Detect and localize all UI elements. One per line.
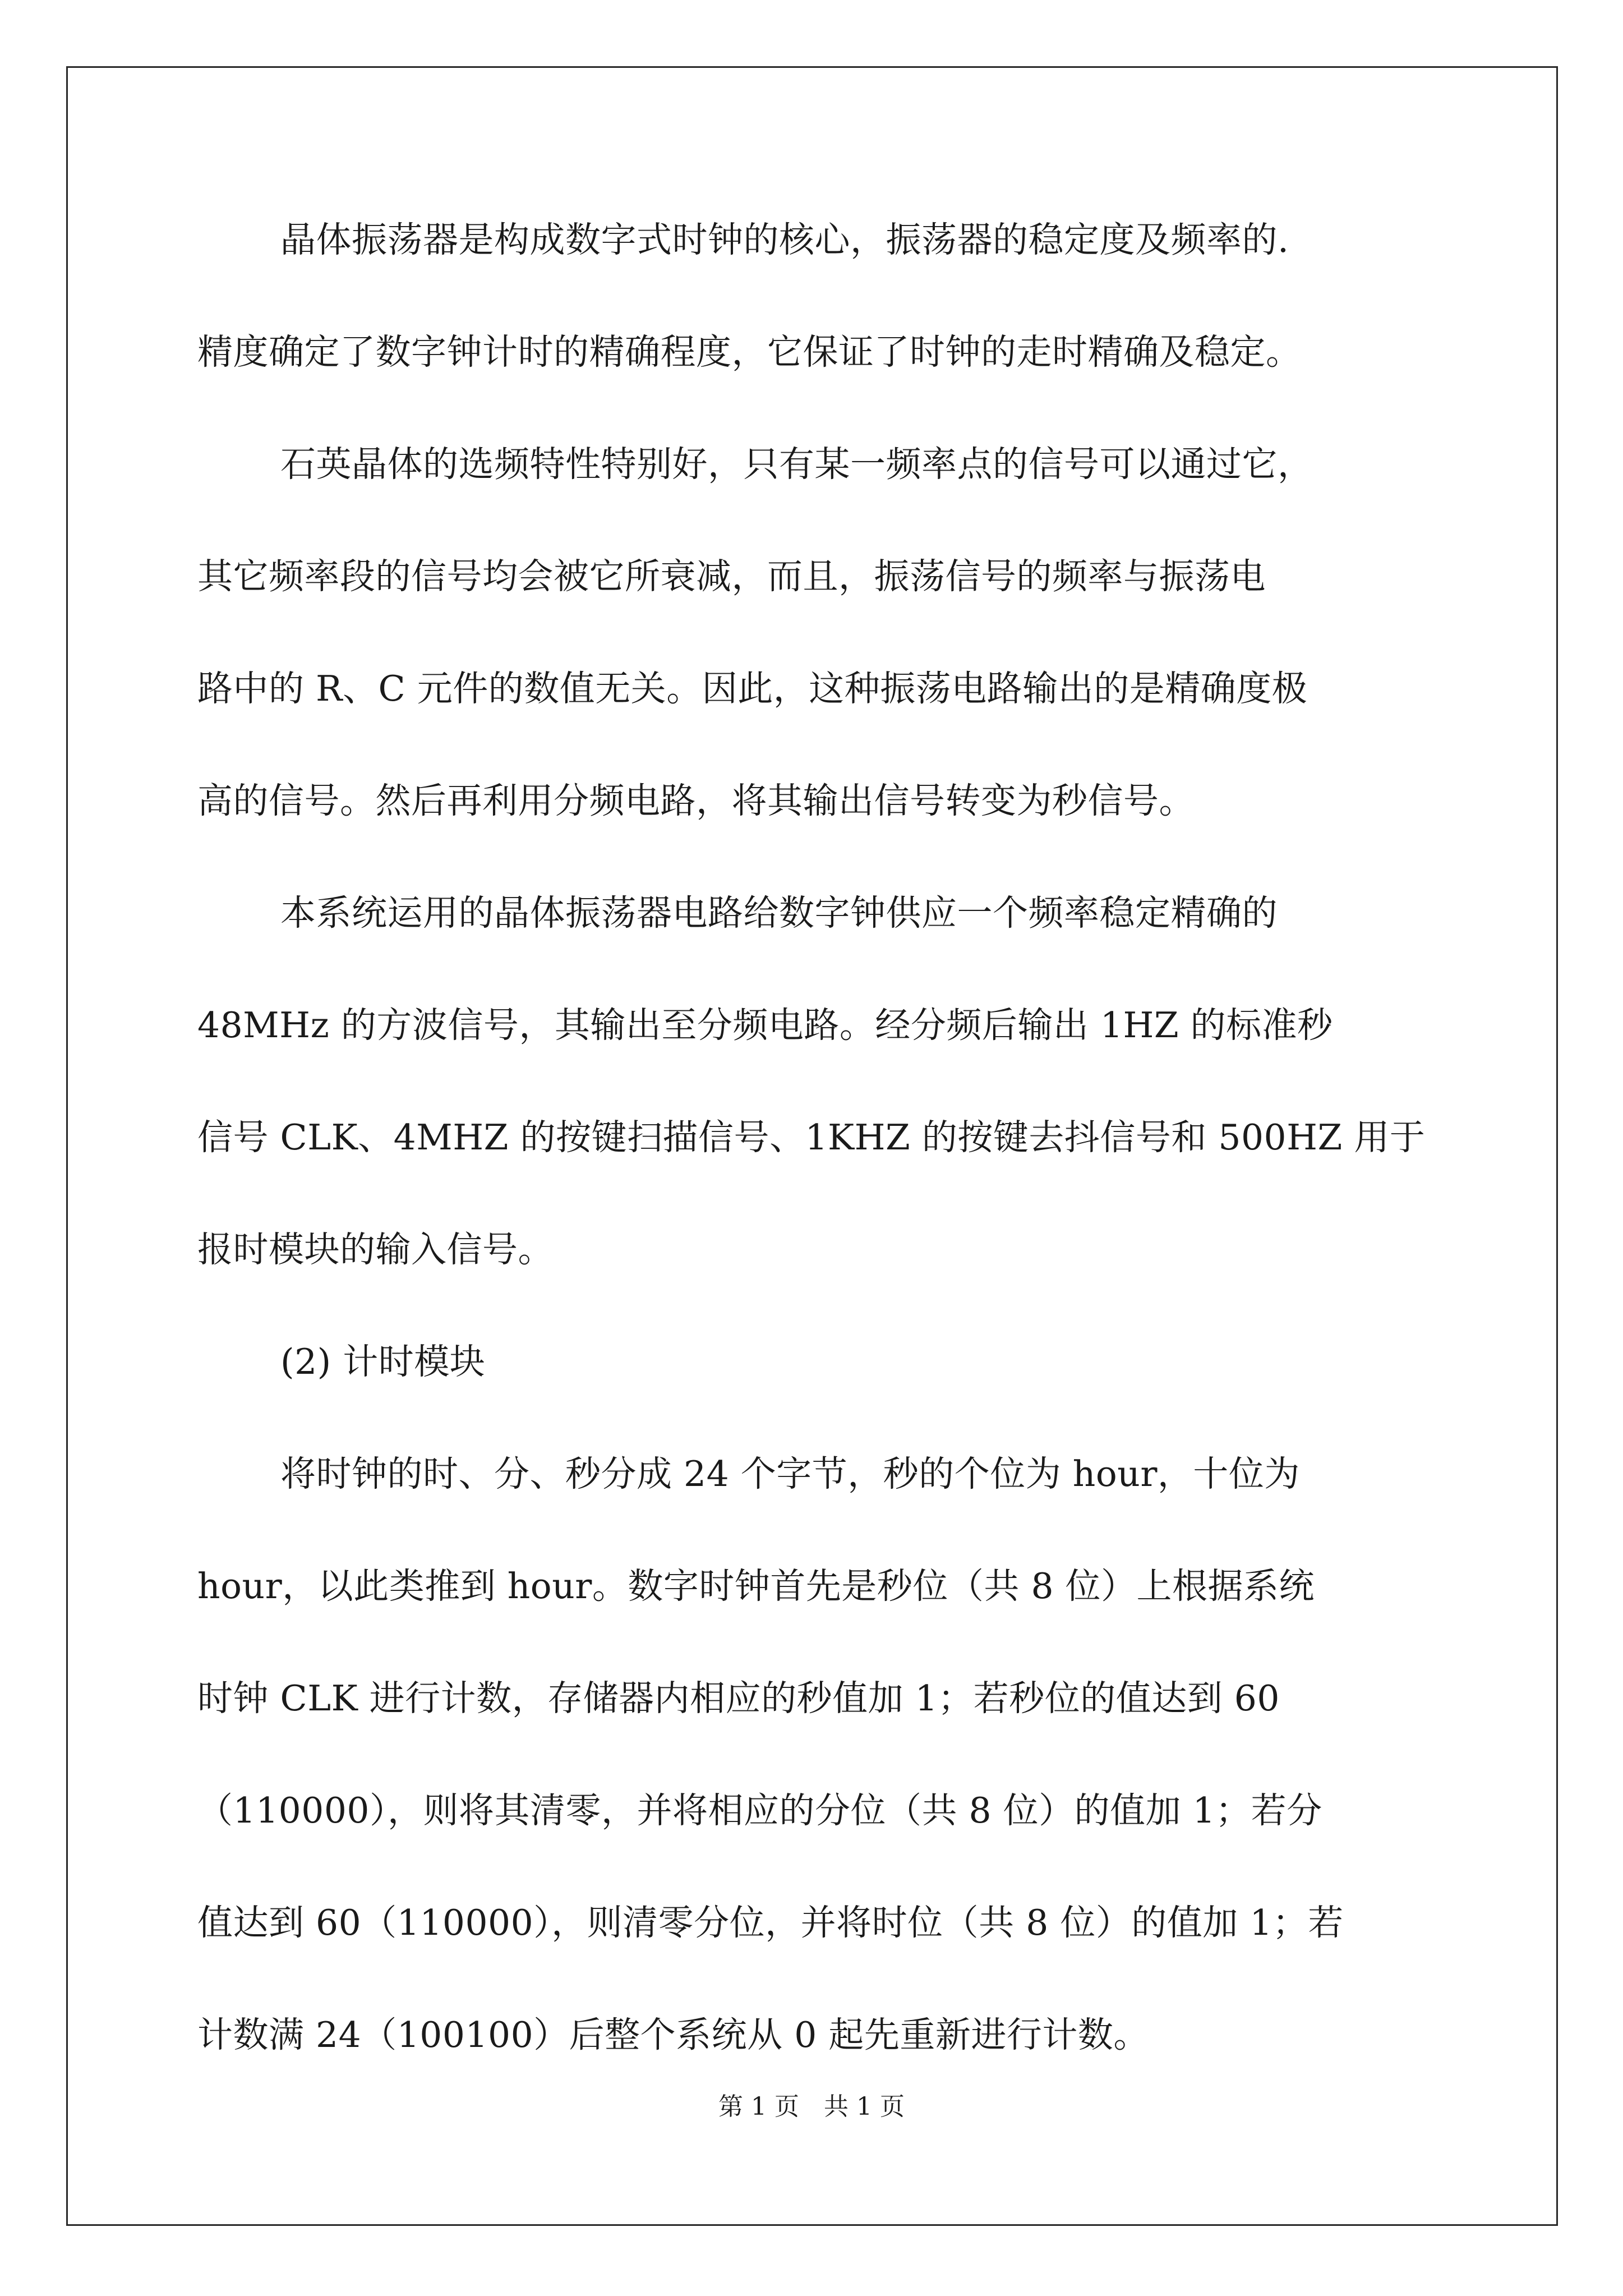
- paragraph-line: 计数满 24（100100）后整个系统从 0 起先重新进行计数。: [197, 2014, 1149, 2055]
- paragraph-line: 高的信号。然后再利用分频电路，将其输出信号转变为秒信号。: [197, 780, 1195, 821]
- section-heading: (2) 计时模块: [280, 1341, 486, 1382]
- paragraph-line: 值达到 60（110000），则清零分位，并将时位（共 8 位）的值加 1；若: [197, 1902, 1344, 1943]
- page-number-footer: 第 1 页 共 1 页: [718, 2092, 905, 2121]
- paragraph-line: 报时模块的输入信号。: [197, 1229, 554, 1270]
- paragraph-line: 晶体振荡器是构成数字式时钟的核心，振荡器的稳定度及频率的.: [280, 219, 1289, 260]
- paragraph-line: 48MHz 的方波信号，其输出至分频电路。经分频后输出 1HZ 的标准秒: [197, 1005, 1333, 1046]
- paragraph-line: hour，以此类推到 hour。数字时钟首先是秒位（共 8 位）上根据系统: [197, 1566, 1315, 1607]
- paragraph-line: 信号 CLK、4MHZ 的按键扫描信号、1KHZ 的按键去抖信号和 500HZ 用于: [197, 1117, 1426, 1158]
- paragraph-line: 精度确定了数字钟计时的精确程度，它保证了时钟的走时精确及稳定。: [197, 332, 1302, 372]
- paragraph-line: 本系统运用的晶体振荡器电路给数字钟供应一个频率稳定精确的: [280, 892, 1278, 933]
- paragraph-line: 路中的 R、C 元件的数值无关。因此，这种振荡电路输出的是精确度极: [197, 668, 1308, 709]
- paragraph-line: 石英晶体的选频特性特别好，只有某一频率点的信号可以通过它，: [280, 444, 1313, 485]
- paragraph-line: 其它频率段的信号均会被它所衰减，而且，振荡信号的频率与振荡电: [197, 556, 1266, 597]
- paragraph-line: 将时钟的时、分、秒分成 24 个字节，秒的个位为 hour，十位为: [280, 1453, 1300, 1494]
- paragraph-line: （110000），则将其清零，并将相应的分位（共 8 位）的值加 1；若分: [197, 1790, 1322, 1831]
- paragraph-line: 时钟 CLK 进行计数，存储器内相应的秒值加 1；若秒位的值达到 60: [197, 1678, 1280, 1719]
